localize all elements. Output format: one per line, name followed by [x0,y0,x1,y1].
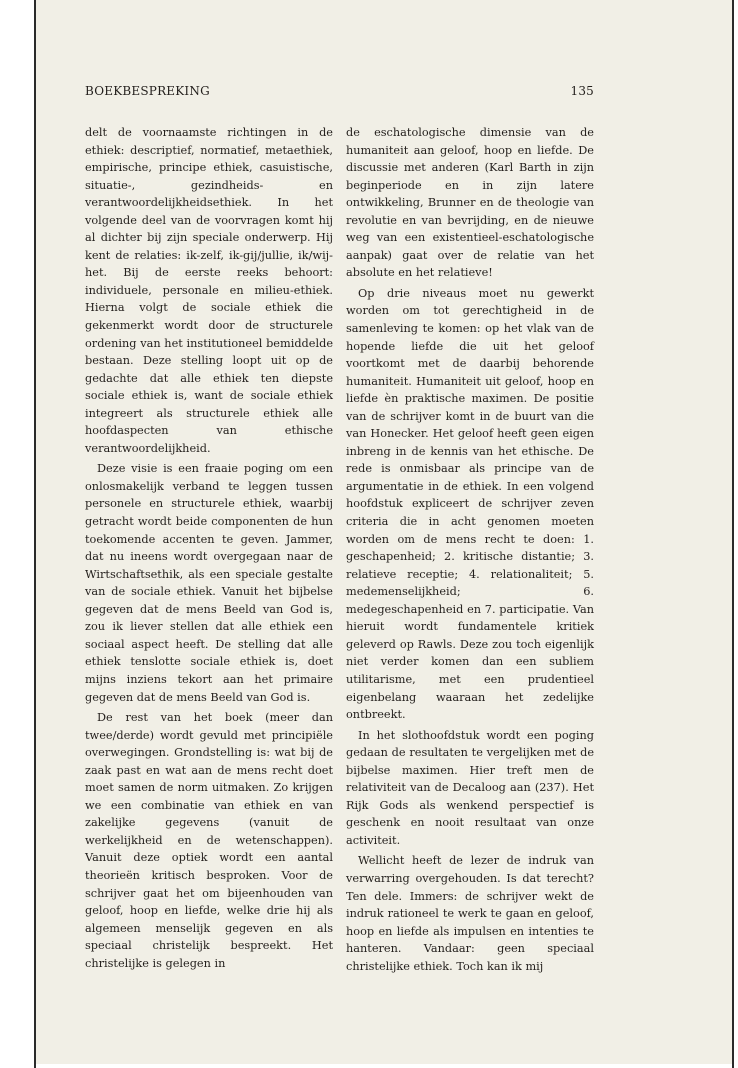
paragraph: Wellicht heeft de lezer de indruk van verwarring overgehouden. Is dat terecht? Ten dele. Immers: de schrijver wekt de indruk rationeel te werk te gaan en geloof, hoop en liefde als impulsen en intenties te hanteren. Vandaar: geen speciaal christelijke ethiek. Toch kan ik mij [346,854,594,973]
paragraph: Op drie niveaus moet nu gewerkt worden om tot gerechtigheid in de samenleving te komen: op het vlak van de hopende liefde die uit het geloof voortkomt met de daarbij behorende humaniteit. Humaniteit uit geloof, hoop en liefde èn praktische maximen. De positie van de schrijver komt in de buurt van die van Honecker. Het geloof heeft geen eigen inbreng in de kennis van het ethische. De rede is onmisbaar als principe van de argumentatie in de ethiek. In een volgend hoofdstuk expliceert de schrijver zeven criteria die in acht genomen moeten worden om de mens recht te doen: 1. geschapenheid; 2. kritische distantie; 3. relatieve receptie; 4. relationaliteit; 5. medemenselijkheid; 6. medegeschapenheid en 7. participatie. Van hieruit wordt fundamentele kritiek geleverd op Rawls. Deze zou toch eigenlijk niet verder komen dan een subliem utilitarisme, met een prudentieel eigenbelang waaraan het zedelijke ontbreekt. [346,286,594,722]
scan-right-margin [732,0,738,1068]
paragraph: delt de voornaamste richtingen in de ethiek: descriptief, normatief, metaethiek, empirische, principe ethiek, casuistische, situatie-, gezindheids- en verantwoordelijkheidsethiek. In het volgende deel van de voorvragen komt hij al dichter bij zijn speciale onderwerp. Hij kent de relaties: ik-zelf, ik-gij/jullie, ik/wij-het. Bij de eerste reeks behoort: individuele, personale en milieu-ethiek. Hierna volgt de sociale ethiek die gekenmerkt wordt door de structurele ordening van het institutioneel bemiddelde bestaan. Deze stelling loopt uit op de gedachte dat alle ethiek ten diepste sociale ethiek is, want de sociale ethiek integreert als structurele ethiek alle hoofdaspecten van ethische verantwoordelijkheid. [85,126,333,455]
scan-left-margin [0,0,36,1068]
page-number: 135 [570,84,594,98]
paragraph: Deze visie is een fraaie poging om een onlosmakelijk verband te leggen tussen personele en structurele ethiek, waarbij getracht wordt beide componenten de hun toekomende accenten te geven. Jammer, dat nu ineens wordt overgegaan naar de Wirtschaftsethik, als een speciale gestalte van de sociale ethiek. Vanuit het bijbelse gegeven dat de mens Beeld van God is, zou ik liever stellen dat alle ethiek een sociaal aspect heeft. De stelling dat alle ethiek tenslotte sociale ethiek is, doet mijns inziens tekort aan het primaire gegeven dat de mens Beeld van God is. [85,462,333,704]
paragraph: de eschatologische dimensie van de humaniteit aan geloof, hoop en liefde. De discussie met anderen (Karl Barth in zijn beginperiode en in zijn latere ontwikkeling, Brunner en de theologie van revolutie en van bevrijding, en de nieuwe weg van een existentieel-eschatologische aanpak) gaat over de relatie van het absolute en het relatieve! [346,126,594,280]
left-column [85,124,333,972]
paragraph: In het slothoofdstuk wordt een poging gedaan de resultaten te vergelijken met de bijbelse maximen. Hier treft men de relativiteit van de Decaloog aan (237). Het Rijk Gods als wenkend perspectief is geschenk en nooit resultaat van onze activiteit. [346,728,594,847]
paragraph: De rest van het boek (meer dan twee/derde) wordt gevuld met principiële overwegingen. Grondstelling is: wat bij de zaak past en wat aan de mens recht doet moet samen de norm uitmaken. Zo krijgen we een combinatie van ethiek en van zakelijke gegevens (vanuit de werkelijkheid en de wetenschappen). Vanuit deze optiek wordt een aantal theorieën kritisch besproken. Voor de schrijver gaat het om bijeenhouden van geloof, hoop en liefde, welke drie hij als algemeen menselijk gegeven en als speciaal christelijk bespreekt. Het christelijke is gelegen in [85,711,333,970]
running-head [85,84,594,98]
scan-bottom-margin [36,1064,732,1068]
right-column [346,124,594,975]
section-title: BOEKBESPREKING [85,84,210,98]
